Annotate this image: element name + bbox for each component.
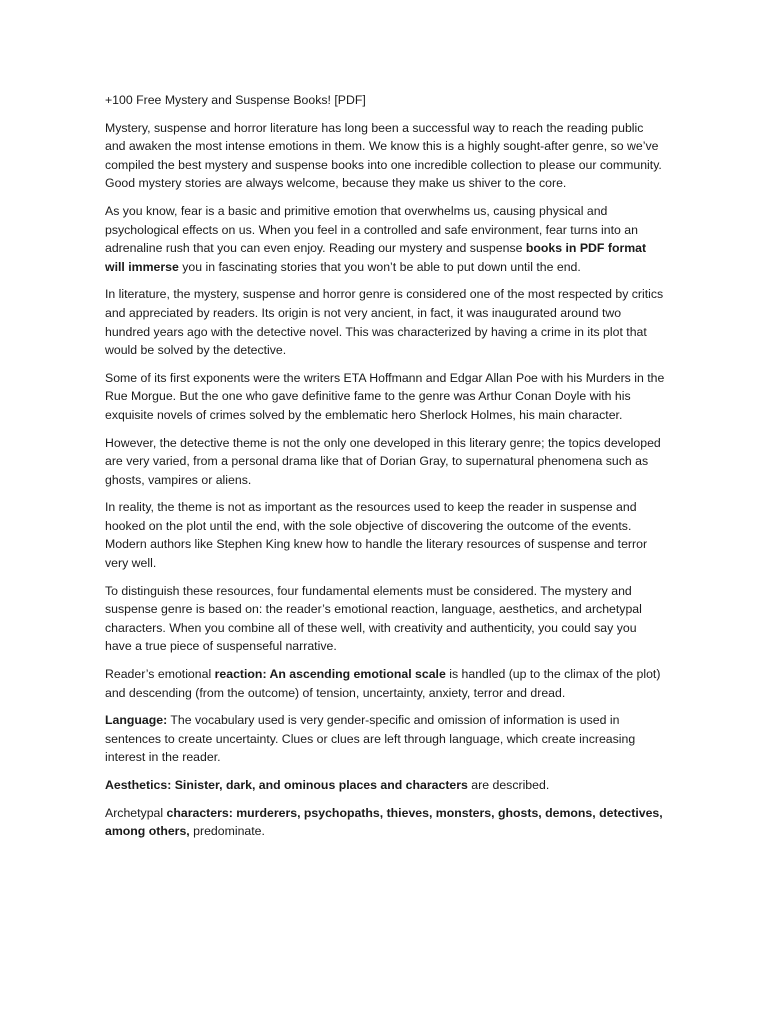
paragraph-text: Reader’s emotional xyxy=(105,667,215,682)
paragraph-text: Some of its first exponents were the writers ETA Hoffmann and Edgar Allan Poe with his Murders in the Rue Morgue. But the one who gave definitive fame to the genre was Arthur Conan Doyle with his exquisite novels of crimes solved by the emblematic hero Sherlock Holmes, his main character. xyxy=(105,370,665,422)
body-paragraph xyxy=(105,369,665,425)
body-paragraph xyxy=(105,434,665,490)
bold-text: books in PDF format will immerse xyxy=(105,241,647,274)
body-paragraph xyxy=(105,665,665,702)
paragraph-text: As you know, fear is a basic and primitive emotion that overwhelms us, causing physical and psychological effects on us. When you feel in a controlled and safe environment, fear turns into an adrenaline rush that you can even enjoy. Reading our mystery and suspense xyxy=(105,203,638,256)
paragraph-text: are described. xyxy=(467,778,550,792)
bold-text: Aesthetics: Sinister, dark, and ominous places and characters xyxy=(105,778,468,792)
paragraph-list xyxy=(105,119,665,841)
body-paragraph xyxy=(105,804,665,841)
paragraph-text: The vocabulary used is very gender-specific and omission of information is used in sentences to create uncertainty. Clues or clues are left through language, which create increasing interest in the reader. xyxy=(105,713,636,765)
paragraph-text: In reality, the theme is not as important as the resources used to keep the reader in suspense and hooked on the plot until the end, with the sole objective of discovering the outcome of the events. Modern authors like Stephen King knew how to handle the literary resources of suspense and terror very well. xyxy=(105,500,648,571)
paragraph-text: you in fascinating stories that you won’t be able to put down until the end. xyxy=(178,259,581,274)
body-paragraph xyxy=(105,119,665,193)
paragraph-text: To distinguish these resources, four fundamental elements must be considered. The mystery and suspense genre is based on: the reader’s emotional reaction, language, aesthetics, and archetypal characters. When you combine all of these well, with creativity and authenticity, you could say you have a true piece of suspenseful narrative. xyxy=(105,583,642,654)
bold-text: characters: murderers, psychopaths, thieves, monsters, ghosts, demons, detectives, among others, xyxy=(105,805,663,839)
paragraph-text: Archetypal xyxy=(105,805,167,820)
body-paragraph xyxy=(105,285,665,359)
body-paragraph xyxy=(105,711,665,767)
body-paragraph xyxy=(105,202,665,276)
paragraph-text: However, the detective theme is not the only one developed in this literary genre; the topics developed are very varied, from a personal drama like that of Dorian Gray, to supernatural phenomena such as ghosts, vampires or aliens. xyxy=(105,435,661,487)
document-body xyxy=(105,91,665,850)
bold-text: reaction: An ascending emotional scale xyxy=(214,667,446,682)
bold-text: Language: xyxy=(105,713,168,728)
paragraph-text: In literature, the mystery, suspense and horror genre is considered one of the most respected by critics and appreciated by readers. Its origin is not very ancient, in fact, it was inaugurated around two hundred years ago with the detective novel. This was characterized by having a crime in its plot that would be solved by the detective. xyxy=(105,287,664,358)
paragraph-text: Mystery, suspense and horror literature has long been a successful way to reach the reading public and awaken the most intense emotions in them. We know this is a highly sought-after genre, so we’ve compiled the best mystery and suspense books into one incredible collection to please our community. Good mystery stories are always welcome, because they make us shiver to the core. xyxy=(105,120,662,191)
document-title: +100 Free Mystery and Suspense Books! [PDF] xyxy=(105,93,366,107)
paragraph-text: predominate. xyxy=(189,824,265,839)
body-paragraph xyxy=(105,776,665,795)
body-paragraph xyxy=(105,582,665,656)
paragraph-text: is handled (up to the climax of the plot) and descending (from the outcome) of tension, uncertainty, anxiety, terror and dread. xyxy=(105,667,661,700)
body-paragraph xyxy=(105,498,665,572)
